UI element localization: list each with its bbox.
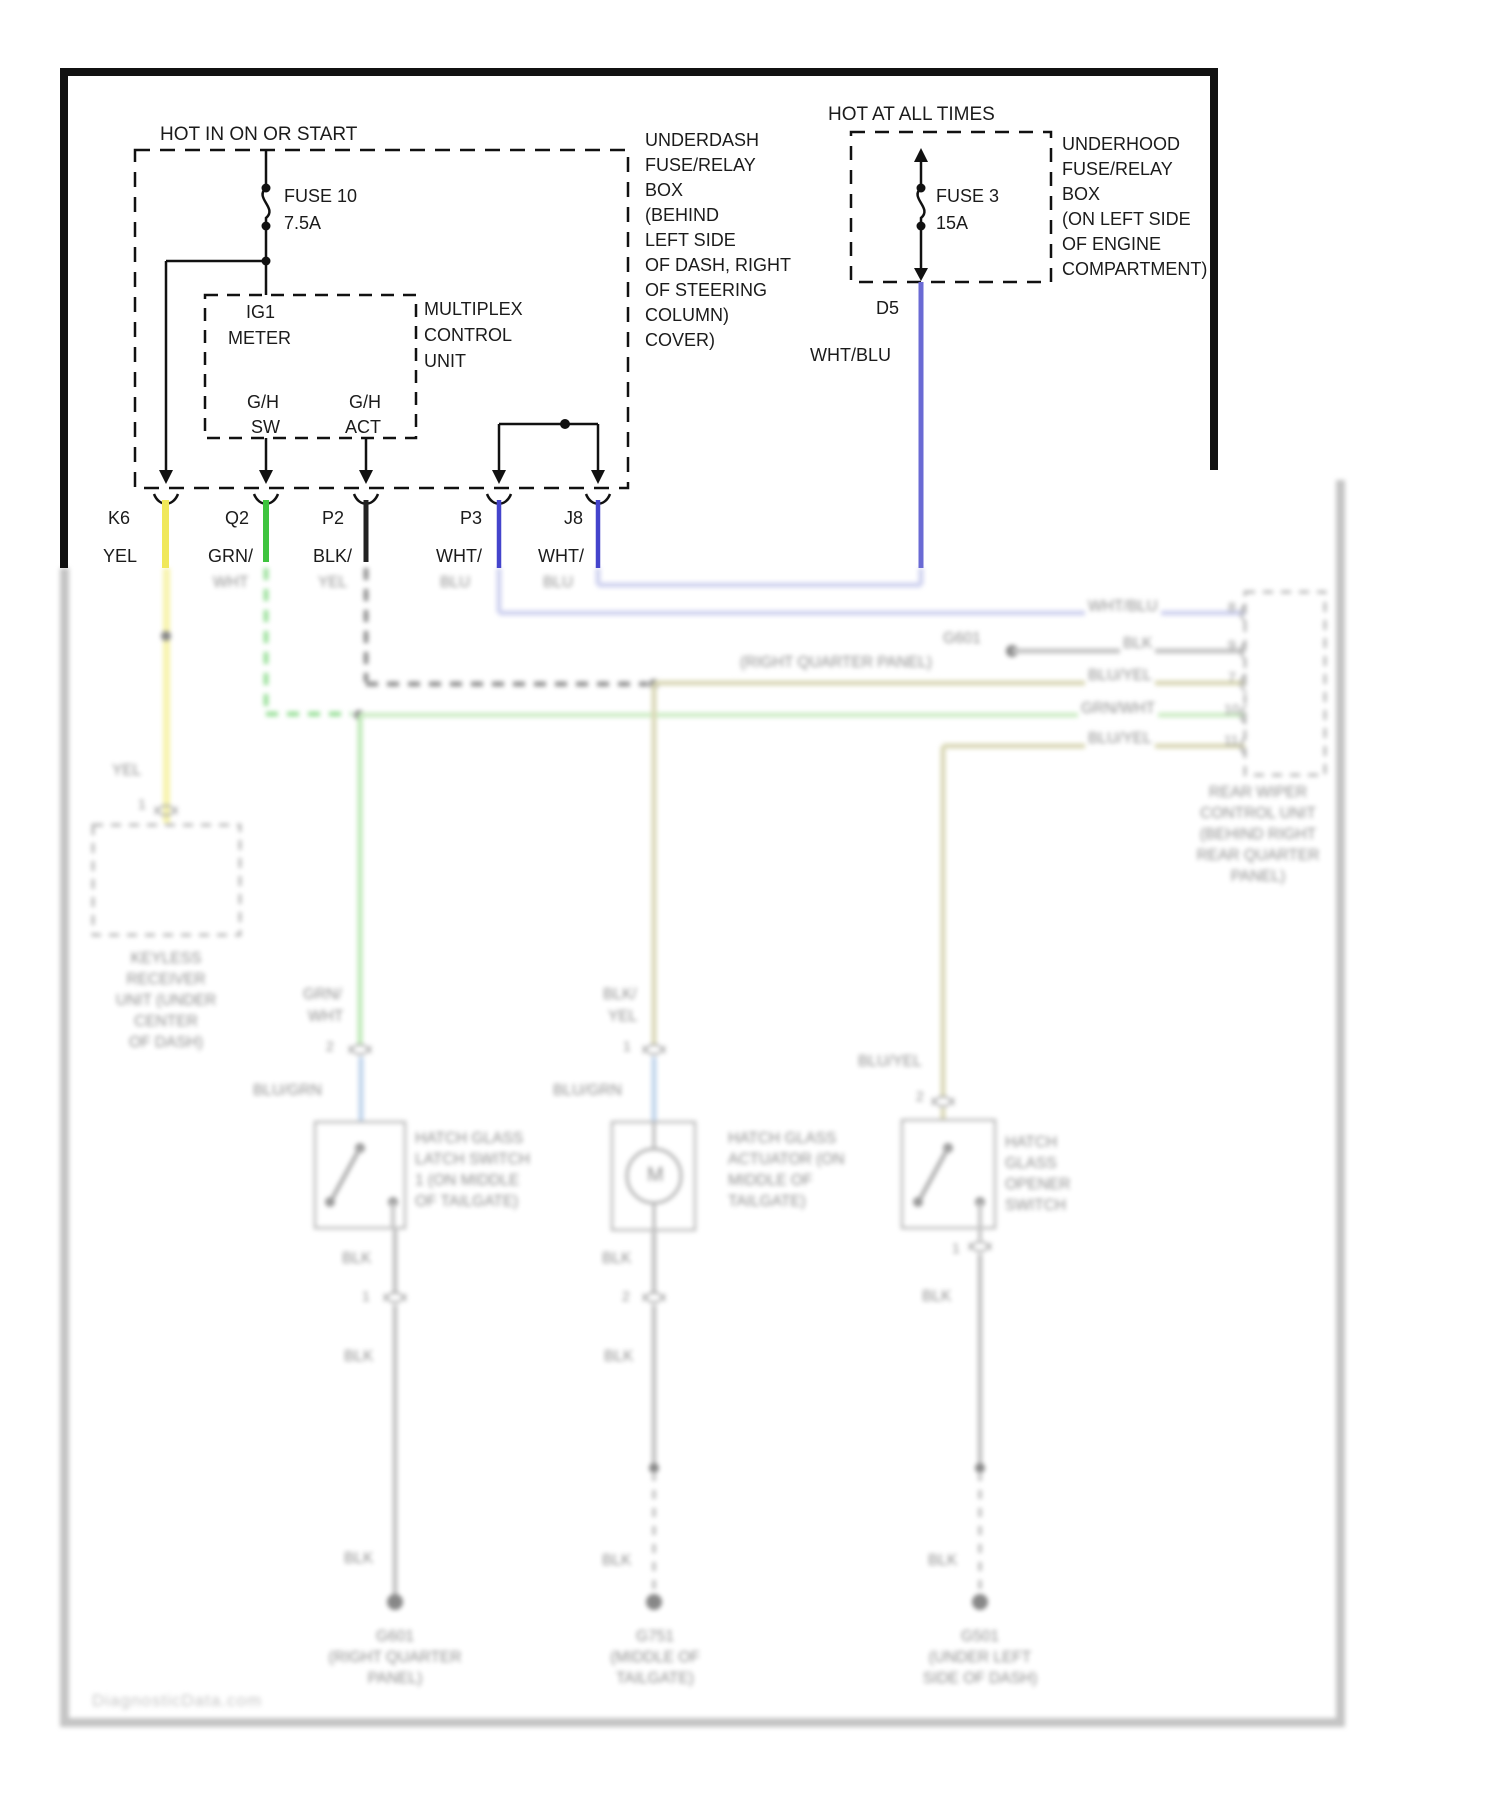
pin-gh-sw: SW [251, 417, 280, 437]
arrow-down-icon [914, 268, 928, 281]
pin-number: 1 [623, 1038, 631, 1054]
wire-color-label: BLU/YEL [1085, 728, 1155, 749]
wire-color-label: WHT [213, 574, 249, 591]
terminal-p2: P2 [322, 508, 345, 528]
pin-number: 1 [138, 796, 146, 812]
wire-color-label: BLK [342, 1250, 372, 1267]
pin-number: 11 [1224, 732, 1239, 748]
pin-gh-act: ACT [345, 417, 381, 437]
arrow-down-icon [359, 470, 373, 484]
frame-right [1210, 68, 1218, 470]
junction-dot [560, 419, 570, 429]
wire-color-label: YEL [103, 546, 138, 566]
fuse-rating: 7.5A [284, 213, 322, 233]
pin-number: 2 [916, 1088, 924, 1104]
wire-color-label: BLK [928, 1552, 958, 1569]
wire-color-label: YEL [608, 1008, 638, 1025]
pin-number: 8 [1228, 599, 1236, 615]
wire-color-label: WHT/ [538, 546, 584, 566]
ground-label-g601: G601 (RIGHT QUARTER PANEL) [328, 1628, 462, 1687]
wire-yel-stub [162, 500, 169, 568]
wire-color-label: BLK [922, 1288, 952, 1305]
terminal-k6: K6 [108, 508, 131, 528]
terminal-q2: Q2 [225, 508, 250, 528]
wire-color-label: BLU [543, 574, 574, 591]
wire-color-label: BLK/ [603, 986, 637, 1003]
multiplex-box [205, 295, 416, 438]
wire-color-label: WHT/ [436, 546, 482, 566]
wire-color-label: BLU/GRN [553, 1082, 622, 1099]
actuator-label: HATCH GLASS ACTUATOR (ON MIDDLE OF TAILGATE) [728, 1130, 845, 1210]
wire-color-label: YEL [112, 762, 142, 779]
underhood-location-label: UNDERHOOD FUSE/RELAY BOX (ON LEFT SIDE OF ENGINE COMPARTMENT) [1062, 134, 1208, 279]
pin-number: 2 [326, 1038, 334, 1054]
multiplex-label: MULTIPLEX [424, 299, 523, 319]
pin-gh-act: G/H [349, 392, 382, 412]
wire-color-label: BLK [344, 1348, 374, 1365]
latch-switch-label: HATCH GLASS LATCH SWITCH 1 (ON MIDDLE OF TAILGATE) [415, 1130, 531, 1210]
ground-label-g501: G501 (UNDER LEFT SIDE OF DASH) [922, 1628, 1038, 1687]
motor-letter: M [647, 1164, 664, 1186]
wire-color-label: WHT [308, 1008, 344, 1025]
fuse-icon [918, 188, 925, 224]
multiplex-label: CONTROL [424, 325, 513, 345]
wire-color-label: BLU/YEL [1085, 665, 1155, 686]
wire-color-label: GRN/ [303, 986, 342, 1003]
arrow-down-icon [591, 470, 605, 484]
wire-color-label: WHT/BLU [1085, 596, 1161, 617]
wire-color-label: BLU/YEL [858, 1053, 922, 1070]
terminal-d5: D5 [876, 298, 900, 318]
fuse-rating: 15A [936, 213, 969, 233]
wire-color-label: BLK [602, 1552, 632, 1569]
wire-color-label: BLK [604, 1348, 634, 1365]
underdash-location-label: UNDERDASH FUSE/RELAY BOX (BEHIND LEFT SIDE OF DASH, RIGHT OF STEERING COLUMN) COVER) [645, 130, 792, 350]
fuse-icon [263, 188, 270, 224]
arrow-up-icon [914, 148, 928, 162]
pin-number: 9 [1228, 637, 1236, 653]
arrow-down-icon [159, 470, 173, 484]
pin-number: 1 [952, 1240, 960, 1256]
multiplex-label: UNIT [424, 351, 466, 371]
ground-ref-location: (RIGHT QUARTER PANEL) [737, 652, 935, 673]
terminal-j8: J8 [564, 508, 584, 528]
pin-number: 1 [362, 1288, 370, 1304]
terminal-p3: P3 [460, 508, 483, 528]
wire-color-label: YEL [318, 574, 348, 591]
wire-color-label: BLK [1120, 633, 1155, 654]
frame-top [60, 68, 1218, 76]
wire-color-label: GRN/WHT [1078, 698, 1158, 719]
power-title-right: HOT AT ALL TIMES [828, 104, 995, 125]
fuse-name: FUSE 10 [284, 186, 358, 206]
arrow-down-icon [259, 470, 273, 484]
rear-wiper-unit-label: REAR WIPER CONTROL UNIT (BEHIND RIGHT REAR QUARTER PANEL) [1196, 784, 1320, 885]
pin-number: 2 [622, 1288, 630, 1304]
wire-color-label: BLU [440, 574, 471, 591]
wire-color-label: GRN/ [208, 546, 253, 566]
ground-ref-label: G601 [940, 628, 984, 649]
wire-color-label: BLK [344, 1550, 374, 1567]
wire-color-label: BLK [602, 1250, 632, 1267]
watermark: DiagnosticData.com [92, 1691, 263, 1710]
fuse-name: FUSE 3 [936, 186, 1000, 206]
wire-color-label: WHT/BLU [810, 345, 891, 365]
keyless-receiver-label: KEYLESS RECEIVER UNIT (UNDER CENTER OF DASH) [115, 950, 217, 1051]
pin-number: 7 [1228, 669, 1236, 685]
wire-color-label: BLU/GRN [253, 1082, 322, 1099]
frame-left [60, 68, 68, 568]
ground-label-g751: G751 (MIDDLE OF TAILGATE) [610, 1628, 700, 1687]
ig1-label: IG1 [246, 302, 276, 322]
meter-label: METER [228, 328, 291, 348]
arrow-down-icon [492, 470, 506, 484]
wire-color-label: BLK/ [313, 546, 353, 566]
opener-switch-label: HATCH GLASS OPENER SWITCH [1005, 1134, 1071, 1214]
pin-gh-sw: G/H [247, 392, 280, 412]
power-title-left: HOT IN ON OR START [160, 124, 358, 145]
pin-number: 10 [1224, 701, 1240, 717]
